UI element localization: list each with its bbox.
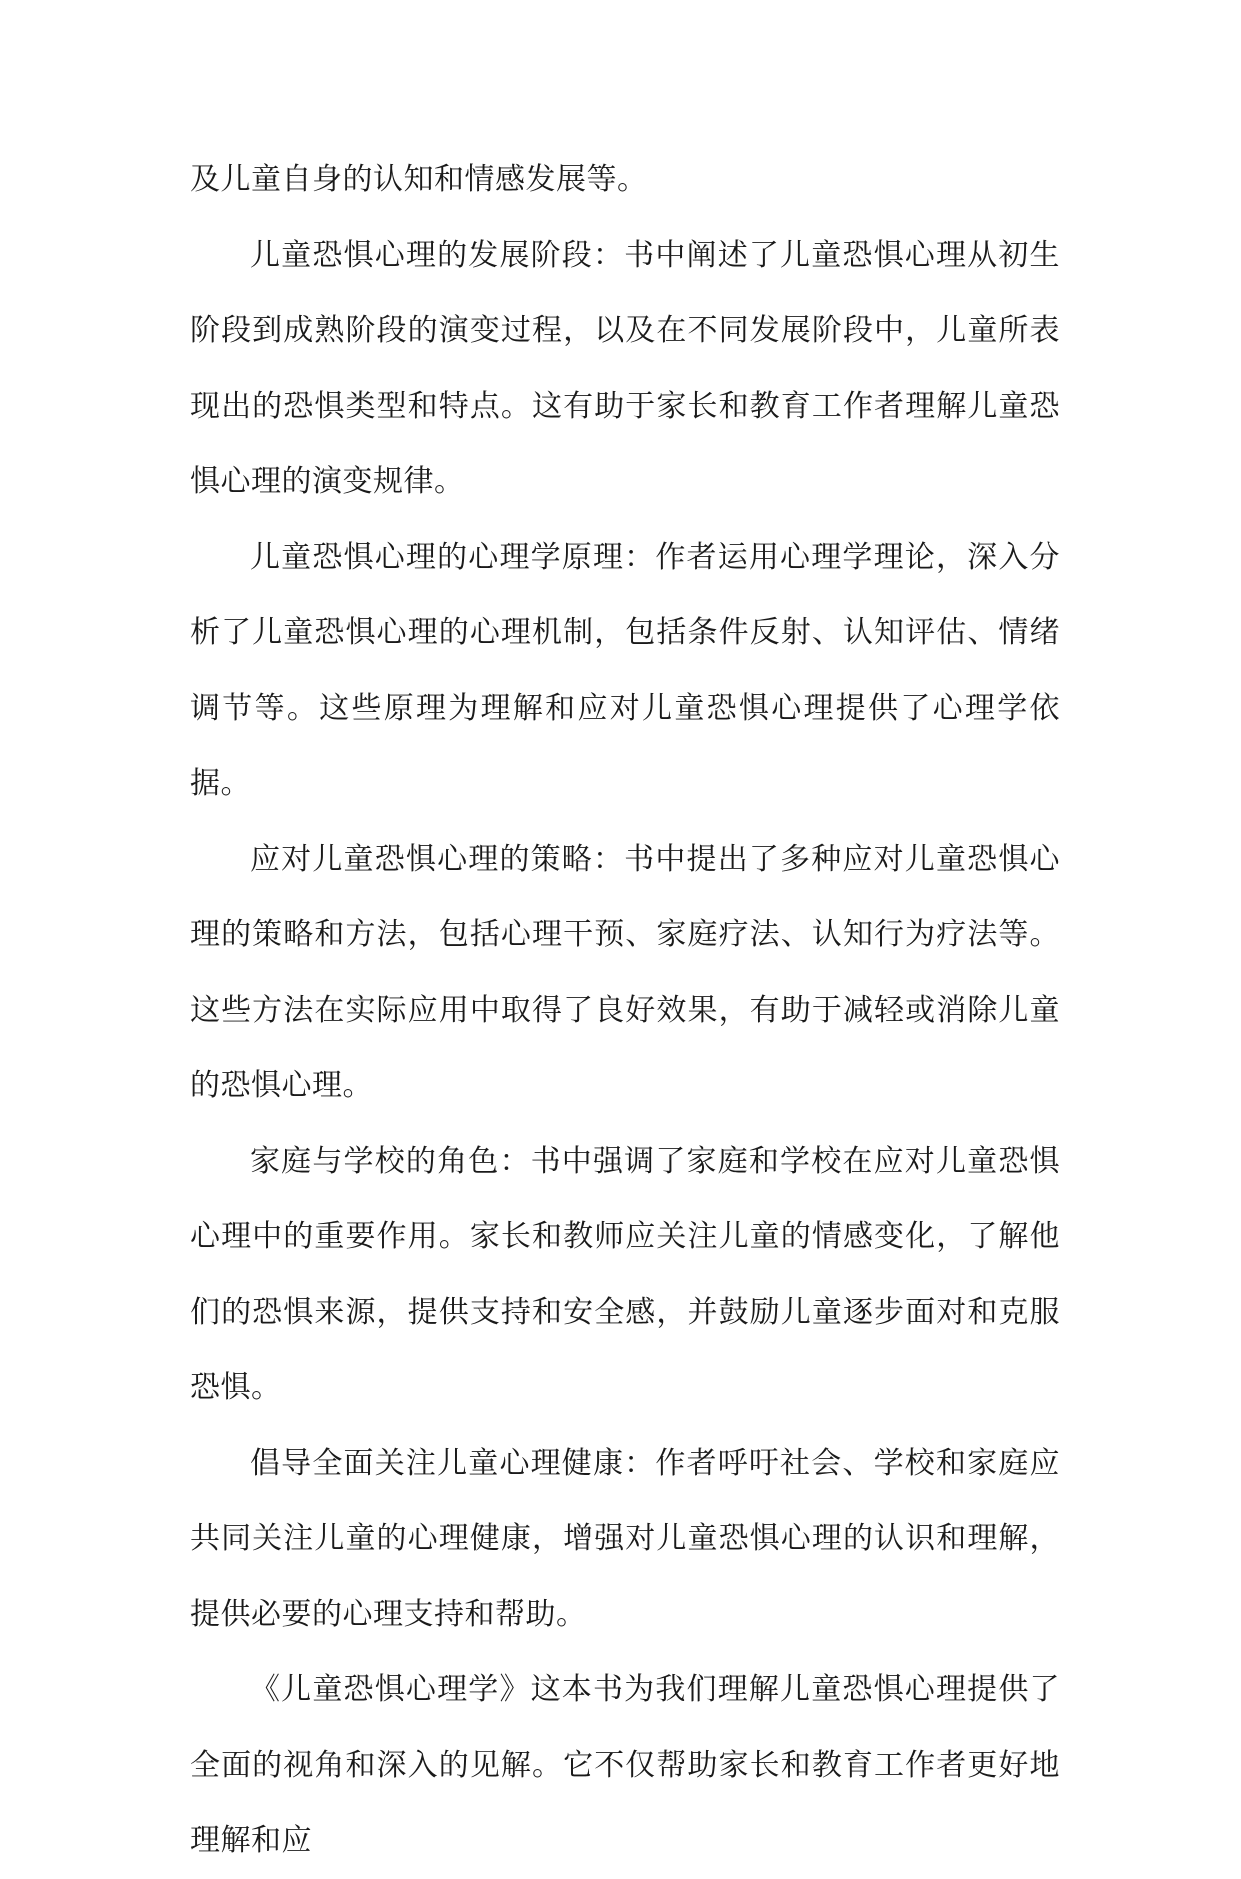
paragraph-psychology-principles: 儿童恐惧心理的心理学原理：作者运用心理学理论，深入分析了儿童恐惧心理的心理机制，包括条件反射、认知评估、情绪调节等。这些原理为理解和应对儿童恐惧心理提供了心理学依据。 (190, 539, 1060, 801)
paragraph-coping-strategies: 应对儿童恐惧心理的策略：书中提出了多种应对儿童恐惧心理的策略和方法，包括心理干预、家庭疗法、认知行为疗法等。这些方法在实际应用中取得了良好效果，有助于减轻或消除儿童的恐惧心理。 (190, 841, 1060, 1103)
paragraph-mental-health-advocacy: 倡导全面关注儿童心理健康：作者呼吁社会、学校和家庭应共同关注儿童的心理健康，增强对儿童恐惧心理的认识和理解，提供必要的心理支持和帮助。 (190, 1445, 1060, 1632)
paragraph-continuation: 及儿童自身的认知和情感发展等。 (190, 162, 648, 197)
paragraph-book-summary: 《儿童恐惧心理学》这本书为我们理解儿童恐惧心理提供了全面的视角和深入的见解。它不仅帮助家长和教育工作者更好地理解和应 (190, 1672, 1060, 1858)
paragraph-family-school-roles: 家庭与学校的角色：书中强调了家庭和学校在应对儿童恐惧心理中的重要作用。家长和教师应关注儿童的情感变化，了解他们的恐惧来源，提供支持和安全感，并鼓励儿童逐步面对和克服恐惧。 (190, 1143, 1060, 1405)
body-text (190, 142, 1060, 1879)
paragraph-development-stages: 儿童恐惧心理的发展阶段：书中阐述了儿童恐惧心理从初生阶段到成熟阶段的演变过程，以及在不同发展阶段中，儿童所表现出的恐惧类型和特点。这有助于家长和教育工作者理解儿童恐惧心理的演变规律。 (190, 237, 1060, 499)
